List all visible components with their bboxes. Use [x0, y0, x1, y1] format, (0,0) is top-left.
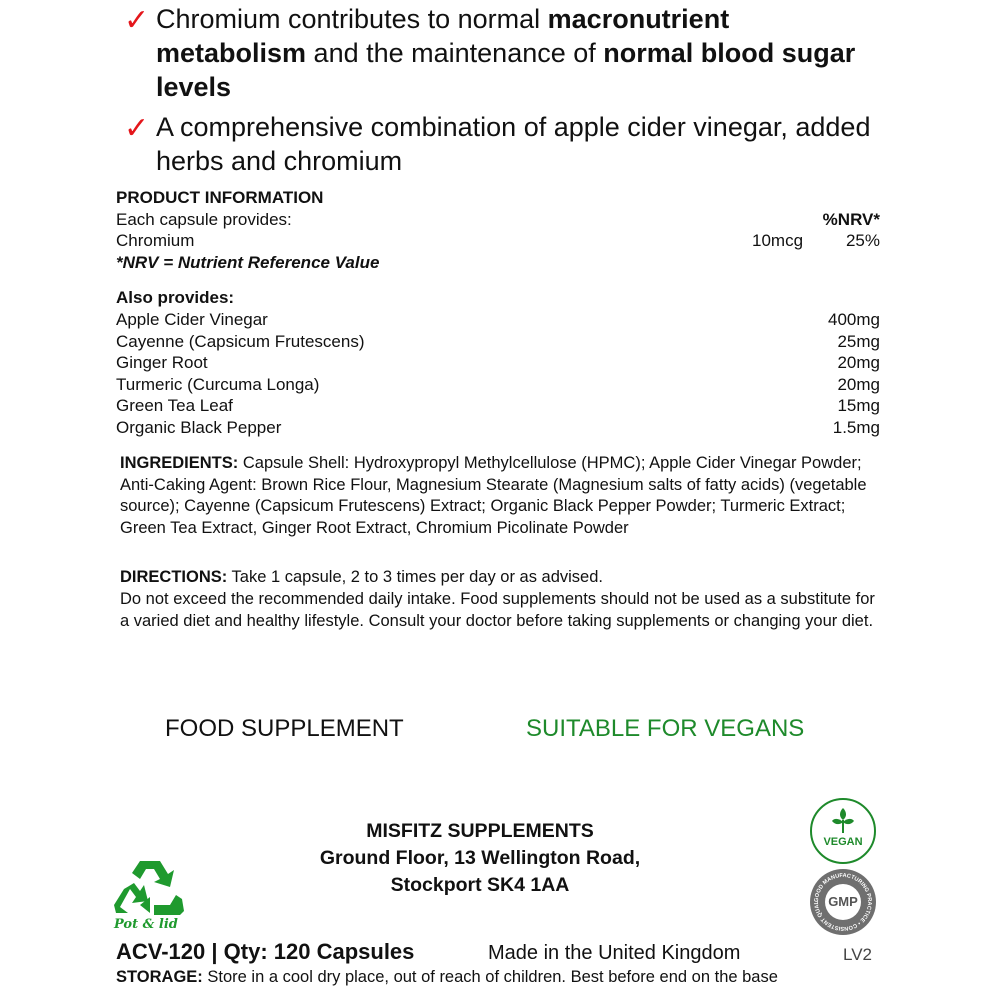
item-amount: 400mg: [828, 310, 880, 329]
claim-1-part: and the maintenance of: [306, 38, 604, 68]
list-item: [116, 309, 880, 330]
company-name: MISFITZ SUPPLEMENTS: [366, 820, 594, 842]
vegan-badge: [810, 798, 876, 864]
recycle-icon: [110, 855, 190, 921]
item-name: Cayenne (Capsicum Frutescens): [116, 332, 365, 351]
item-amount: 20mg: [837, 375, 880, 394]
product-code: ACV-120 | Qty: 120 Capsules: [116, 939, 415, 964]
each-capsule-row: [116, 209, 880, 230]
address-line-2: Stockport SK4 1AA: [390, 874, 570, 896]
claim-1-part: Chromium contributes to normal: [156, 4, 548, 34]
list-item: [116, 417, 880, 438]
directions-text: Take 1 capsule, 2 to 3 times per day or as advised.: [231, 568, 603, 586]
chromium-name: Chromium: [116, 231, 195, 250]
item-amount: 15mg: [837, 396, 880, 415]
product-info-heading: PRODUCT INFORMATION: [116, 188, 324, 207]
chromium-row: [116, 230, 880, 251]
vegans-label: SUITABLE FOR VEGANS: [526, 715, 805, 742]
item-amount: 25mg: [837, 332, 880, 351]
leaf-icon: [831, 806, 855, 834]
claim-2: A comprehensive combination of apple cider vinegar, added herbs and chromium: [156, 112, 871, 176]
storage-label: STORAGE:: [116, 968, 203, 986]
gmp-ring-label: GOOD MANUFACTURING PRACTICE • CONSISTENT QUAL: [813, 872, 873, 932]
list-item: [116, 374, 880, 395]
made-in-label: Made in the United Kingdom: [488, 942, 741, 964]
storage-text: Store in a cool dry place, out of reach of children. Best before end on the base: [207, 968, 778, 986]
directions-warning: Do not exceed the recommended daily intake. Food supplements should not be used as a substitute for a varied diet and healthy lifestyle. Consult your doctor before taking supplements or changing your diet.: [120, 590, 875, 630]
vegan-badge-text: VEGAN: [823, 836, 863, 848]
item-name: Turmeric (Curcuma Longa): [116, 375, 320, 394]
item-amount: 20mg: [837, 353, 880, 372]
ingredients-label: INGREDIENTS:: [120, 454, 239, 472]
address-line-1: Ground Floor, 13 Wellington Road,: [319, 847, 641, 869]
each-capsule-label: Each capsule provides:: [116, 210, 292, 229]
checkmark-icon: ✓: [124, 4, 150, 37]
chromium-amount: 10mcg: [752, 231, 804, 250]
gmp-badge: [810, 869, 876, 935]
list-item: [116, 331, 880, 352]
nrv-header: %NRV*: [822, 210, 880, 229]
ingredients-text: Capsule Shell: Hydroxypropyl Methylcellulose (HPMC); Apple Cider Vinegar Powder; Anti-Caking Agent: Brown Rice Flour, Magnesium Stearate (Magnesium salts of fatty acids) (vegetable source); Cayenne (Capsicum Frutescens) Extract; Organic Black Pepper Powder; Turmeric Extract; Green Tea Extract, Ginger Root Extract, Chromium Picolinate Powder: [120, 454, 867, 537]
ingredients: [120, 453, 880, 539]
recycle-label: Pot & lid: [114, 917, 178, 932]
directions: [120, 567, 880, 589]
version-label: LV2: [843, 945, 872, 964]
company-address: [280, 818, 680, 899]
directions-label: DIRECTIONS:: [120, 568, 228, 586]
claim-1: [156, 2, 876, 104]
claim-1-bold: macronutrient metabolism: [156, 4, 730, 68]
list-item: [116, 352, 880, 373]
item-amount: 1.5mg: [832, 418, 880, 437]
gmp-text: GMP: [828, 894, 858, 909]
storage: [116, 968, 778, 987]
list-item: [116, 395, 880, 416]
gmp-inner: [825, 884, 861, 920]
also-provides-heading: Also provides:: [116, 288, 235, 307]
nrv-note: *NRV = Nutrient Reference Value: [116, 253, 380, 272]
food-supplement-label: FOOD SUPPLEMENT: [165, 715, 404, 742]
item-name: Apple Cider Vinegar: [116, 310, 268, 329]
item-name: Ginger Root: [116, 353, 208, 372]
checkmark-icon: ✓: [124, 112, 150, 145]
item-name: Organic Black Pepper: [116, 418, 282, 437]
claim-1-bold: normal blood sugar levels: [156, 38, 856, 102]
chromium-nrv: 25%: [845, 231, 880, 250]
item-name: Green Tea Leaf: [116, 396, 233, 415]
